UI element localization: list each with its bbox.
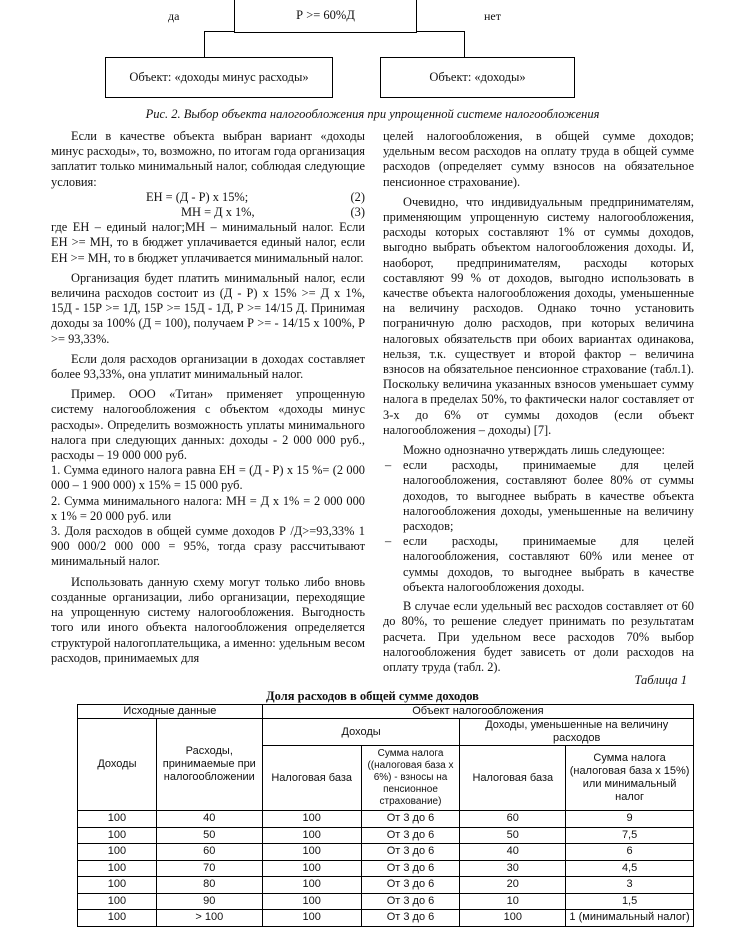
connector-right-vertical — [464, 31, 465, 58]
formula-number: (2) — [350, 189, 365, 204]
left-result-text: Объект: «доходы минус расходы» — [129, 70, 309, 84]
cell-expenses: 80 — [156, 877, 262, 894]
cell-tax-base-2: 10 — [460, 893, 566, 910]
cell-tax-amount-2: 1 (минимальный налог) — [566, 910, 694, 927]
right-column — [383, 129, 694, 680]
header-object-reduced: Доходы, уменьшенные на величину расходов — [460, 719, 694, 746]
cell-tax-amount-1: От 3 до 6 — [361, 893, 460, 910]
paragraph: целей налогообложения, в общей сумме доходов; удельным весом расходов на оплату труда в общей сумме расходов (определяет сумму взносов на обязательное пенсионное страхование). — [383, 129, 694, 189]
formula-number: (3) — [350, 205, 365, 220]
cell-tax-base-2: 60 — [460, 811, 566, 828]
table-row — [78, 844, 694, 861]
paragraph: Использовать данную схему могут только либо вновь созданные организации, либо организации, переходящие на упрощенную систему налогообложения. Выгодность того или иного объекта налогообложения определяется структурой налогоплательщика, а именно: удельным весом расходов, принимаемых для — [51, 574, 365, 665]
cell-tax-base-1: 100 — [262, 893, 361, 910]
cell-expenses: 60 — [156, 844, 262, 861]
cell-expenses: > 100 — [156, 910, 262, 927]
right-result-box — [380, 57, 575, 98]
connector-left-horizontal — [204, 31, 234, 32]
right-result-text: Объект: «доходы» — [429, 70, 526, 84]
cell-tax-amount-1: От 3 до 6 — [361, 877, 460, 894]
table-row — [78, 893, 694, 910]
cell-tax-amount-2: 3 — [566, 877, 694, 894]
table-row — [78, 877, 694, 894]
paragraph: Если доля расходов организации в доходах составляет более 93,33%, она уплатит минимальный налог. — [51, 351, 365, 382]
figure-caption: Рис. 2. Выбор объекта налогообложения при упрощенной системе налогообложения — [145, 107, 600, 121]
header-tax-amount-1: Сумма налога ((налоговая база х 6%) - взносы на пенсионное страхование) — [361, 746, 460, 811]
formula-text: МН = Д х 1%, — [181, 205, 255, 220]
list-item: – если расходы, принимаемые для целей налогообложения, составляют более 80% от суммы доходов, то выгоднее выбрать в качестве объекта налогообложения доходы, уменьшенные на величину расходов; — [383, 458, 694, 534]
cell-tax-base-2: 100 — [460, 910, 566, 927]
table-title: Доля расходов в общей сумме доходов — [266, 689, 479, 703]
cell-expenses: 50 — [156, 827, 262, 844]
cell-tax-amount-1: От 3 до 6 — [361, 827, 460, 844]
header-object-income: Доходы — [262, 719, 460, 746]
cell-income: 100 — [78, 877, 157, 894]
cell-expenses: 40 — [156, 811, 262, 828]
paragraph: Очевидно, что индивидуальным предпринимателям, применяющим упрощенную систему налогообложения, расходы которых составляют 1% от суммы доходов, выгодно выбрать объектом налогообложения доходы. И, наоборот, предпринимателям, расходы которых составляют 99 % от доходов, выгодно использовать в качестве объекта налогообложения доходы, уменьшенные на величину расходов. Однако точно установить пограничную долю расходов, при которых величина налоговых обязательств при обоих вариантах одинакова, нельзя, т.к. существует и второй фактор – величина взносов на обязательное пенсионное страхование (табл.1). Поскольку величина указанных взносов уменьшает сумму налога в пределах 50%, то фактически налог составляет от 3-х до 6% от суммы доходов (если объект налогообложения – доходы) [7]. — [383, 194, 694, 437]
paragraph: В случае если удельный вес расходов составляет от 60 до 80%, то решение следует принимать по результатам расчета. При удельном весе расходов 70% выбор налогообложения будет зависеть от доли расходов на оплату труда (табл. 2). — [383, 599, 694, 674]
cell-tax-amount-2: 6 — [566, 844, 694, 861]
data-table — [77, 704, 694, 927]
header-tax-base-1: Налоговая база — [262, 746, 361, 811]
cell-tax-base-1: 100 — [262, 844, 361, 861]
formula-2 — [51, 190, 365, 205]
cell-tax-base-1: 100 — [262, 910, 361, 927]
cell-tax-base-1: 100 — [262, 827, 361, 844]
connector-right-horizontal — [417, 31, 465, 32]
table-label: Таблица 1 — [634, 673, 687, 687]
cell-income: 100 — [78, 910, 157, 927]
condition-box — [234, 0, 417, 33]
cell-tax-base-1: 100 — [262, 860, 361, 877]
example-step-1: 1. Сумма единого налога равна ЕН = (Д - Р) х 15 %= (2 000 000 – 1 900 000) х 15% = 15 000 руб. — [51, 463, 365, 493]
cell-expenses: 90 — [156, 893, 262, 910]
cell-tax-amount-2: 7,5 — [566, 827, 694, 844]
cell-tax-base-2: 20 — [460, 877, 566, 894]
cell-tax-base-2: 30 — [460, 860, 566, 877]
cell-income: 100 — [78, 811, 157, 828]
formula-3 — [51, 205, 365, 220]
conclusion-list — [383, 458, 694, 595]
yes-label: да — [168, 9, 180, 23]
header-expenses: Расходы, принимаемые при налогообложении — [156, 719, 262, 811]
cell-tax-amount-1: От 3 до 6 — [361, 910, 460, 927]
header-source-data: Исходные данные — [78, 705, 263, 719]
left-result-box — [105, 57, 333, 98]
cell-tax-amount-2: 9 — [566, 811, 694, 828]
cell-tax-base-2: 50 — [460, 827, 566, 844]
cell-income: 100 — [78, 860, 157, 877]
cell-income: 100 — [78, 893, 157, 910]
list-item: – если расходы, принимаемые для целей налогообложения, составляют 60% или менее от суммы доходов, то выгоднее выбрать в качестве объекта налогообложения доходы. — [383, 534, 694, 595]
cell-income: 100 — [78, 827, 157, 844]
cell-tax-amount-2: 1,5 — [566, 893, 694, 910]
table-row — [78, 860, 694, 877]
header-tax-base-2: Налоговая база — [460, 746, 566, 811]
cell-tax-base-1: 100 — [262, 877, 361, 894]
paragraph: Можно однозначно утверждать лишь следующее: — [403, 443, 665, 458]
cell-tax-amount-1: От 3 до 6 — [361, 860, 460, 877]
connector-left-vertical — [204, 31, 205, 58]
formula-text: ЕН = (Д - Р) х 15%; — [146, 189, 249, 204]
cell-tax-amount-1: От 3 до 6 — [361, 844, 460, 861]
table-row — [78, 811, 694, 828]
paragraph: Организация будет платить минимальный налог, если величина расходов состоит из (Д - Р) х 15% >= Д х 1%, 15Д - 15Р >= 1Д, 15Р >= 15Д - 1Д, Р >= 14/15 Д. Принимая доходы за 100% (Д = 100), получаем Р >= - 14/15 х 100%, Р >= 93,33%. — [51, 270, 365, 346]
cell-tax-base-1: 100 — [262, 811, 361, 828]
header-income: Доходы — [78, 719, 157, 811]
cell-income: 100 — [78, 844, 157, 861]
header-tax-object: Объект налогообложения — [262, 705, 693, 719]
example-step-3: 3. Доля расходов в общей сумме доходов Р /Д>=93,33% 1 900 000/2 000 000 = 95%, тогда сразу рассчитывают минимальный налог. — [51, 524, 365, 569]
table-row — [78, 910, 694, 927]
paragraph: где ЕН – единый налог;МН – минимальный налог. Если ЕН >= МН, то в бюджет уплачивается единый налог, если ЕН >= МН, то в бюджет уплачивается минимальный налог. — [51, 220, 365, 265]
cell-tax-amount-2: 4,5 — [566, 860, 694, 877]
paragraph: Если в качестве объекта выбран вариант «доходы минус расходы», то, возможно, по итогам года организация заплатит только минимальный налог, соблюдая следующие условия: — [51, 129, 365, 189]
no-label: нет — [484, 9, 501, 23]
cell-tax-amount-1: От 3 до 6 — [361, 811, 460, 828]
table-row — [78, 827, 694, 844]
example-step-2: 2. Сумма минимального налога: МН = Д х 1% = 2 000 000 х 1% = 20 000 руб. или — [51, 493, 365, 523]
condition-text: Р >= 60%Д — [296, 7, 355, 22]
header-tax-amount-2: Сумма налога (налоговая база х 15%) или минимальный налог — [566, 746, 694, 811]
left-column — [51, 129, 365, 671]
paragraph: Пример. ООО «Титан» применяет упрощенную систему налогообложения с объектом «доходы минус расходы». Определить возможность уплаты минимального налога при следующих данных: доходы - 2 000 000 руб., расходы – 19 000 000 руб. — [51, 387, 365, 463]
cell-tax-base-2: 40 — [460, 844, 566, 861]
cell-expenses: 70 — [156, 860, 262, 877]
